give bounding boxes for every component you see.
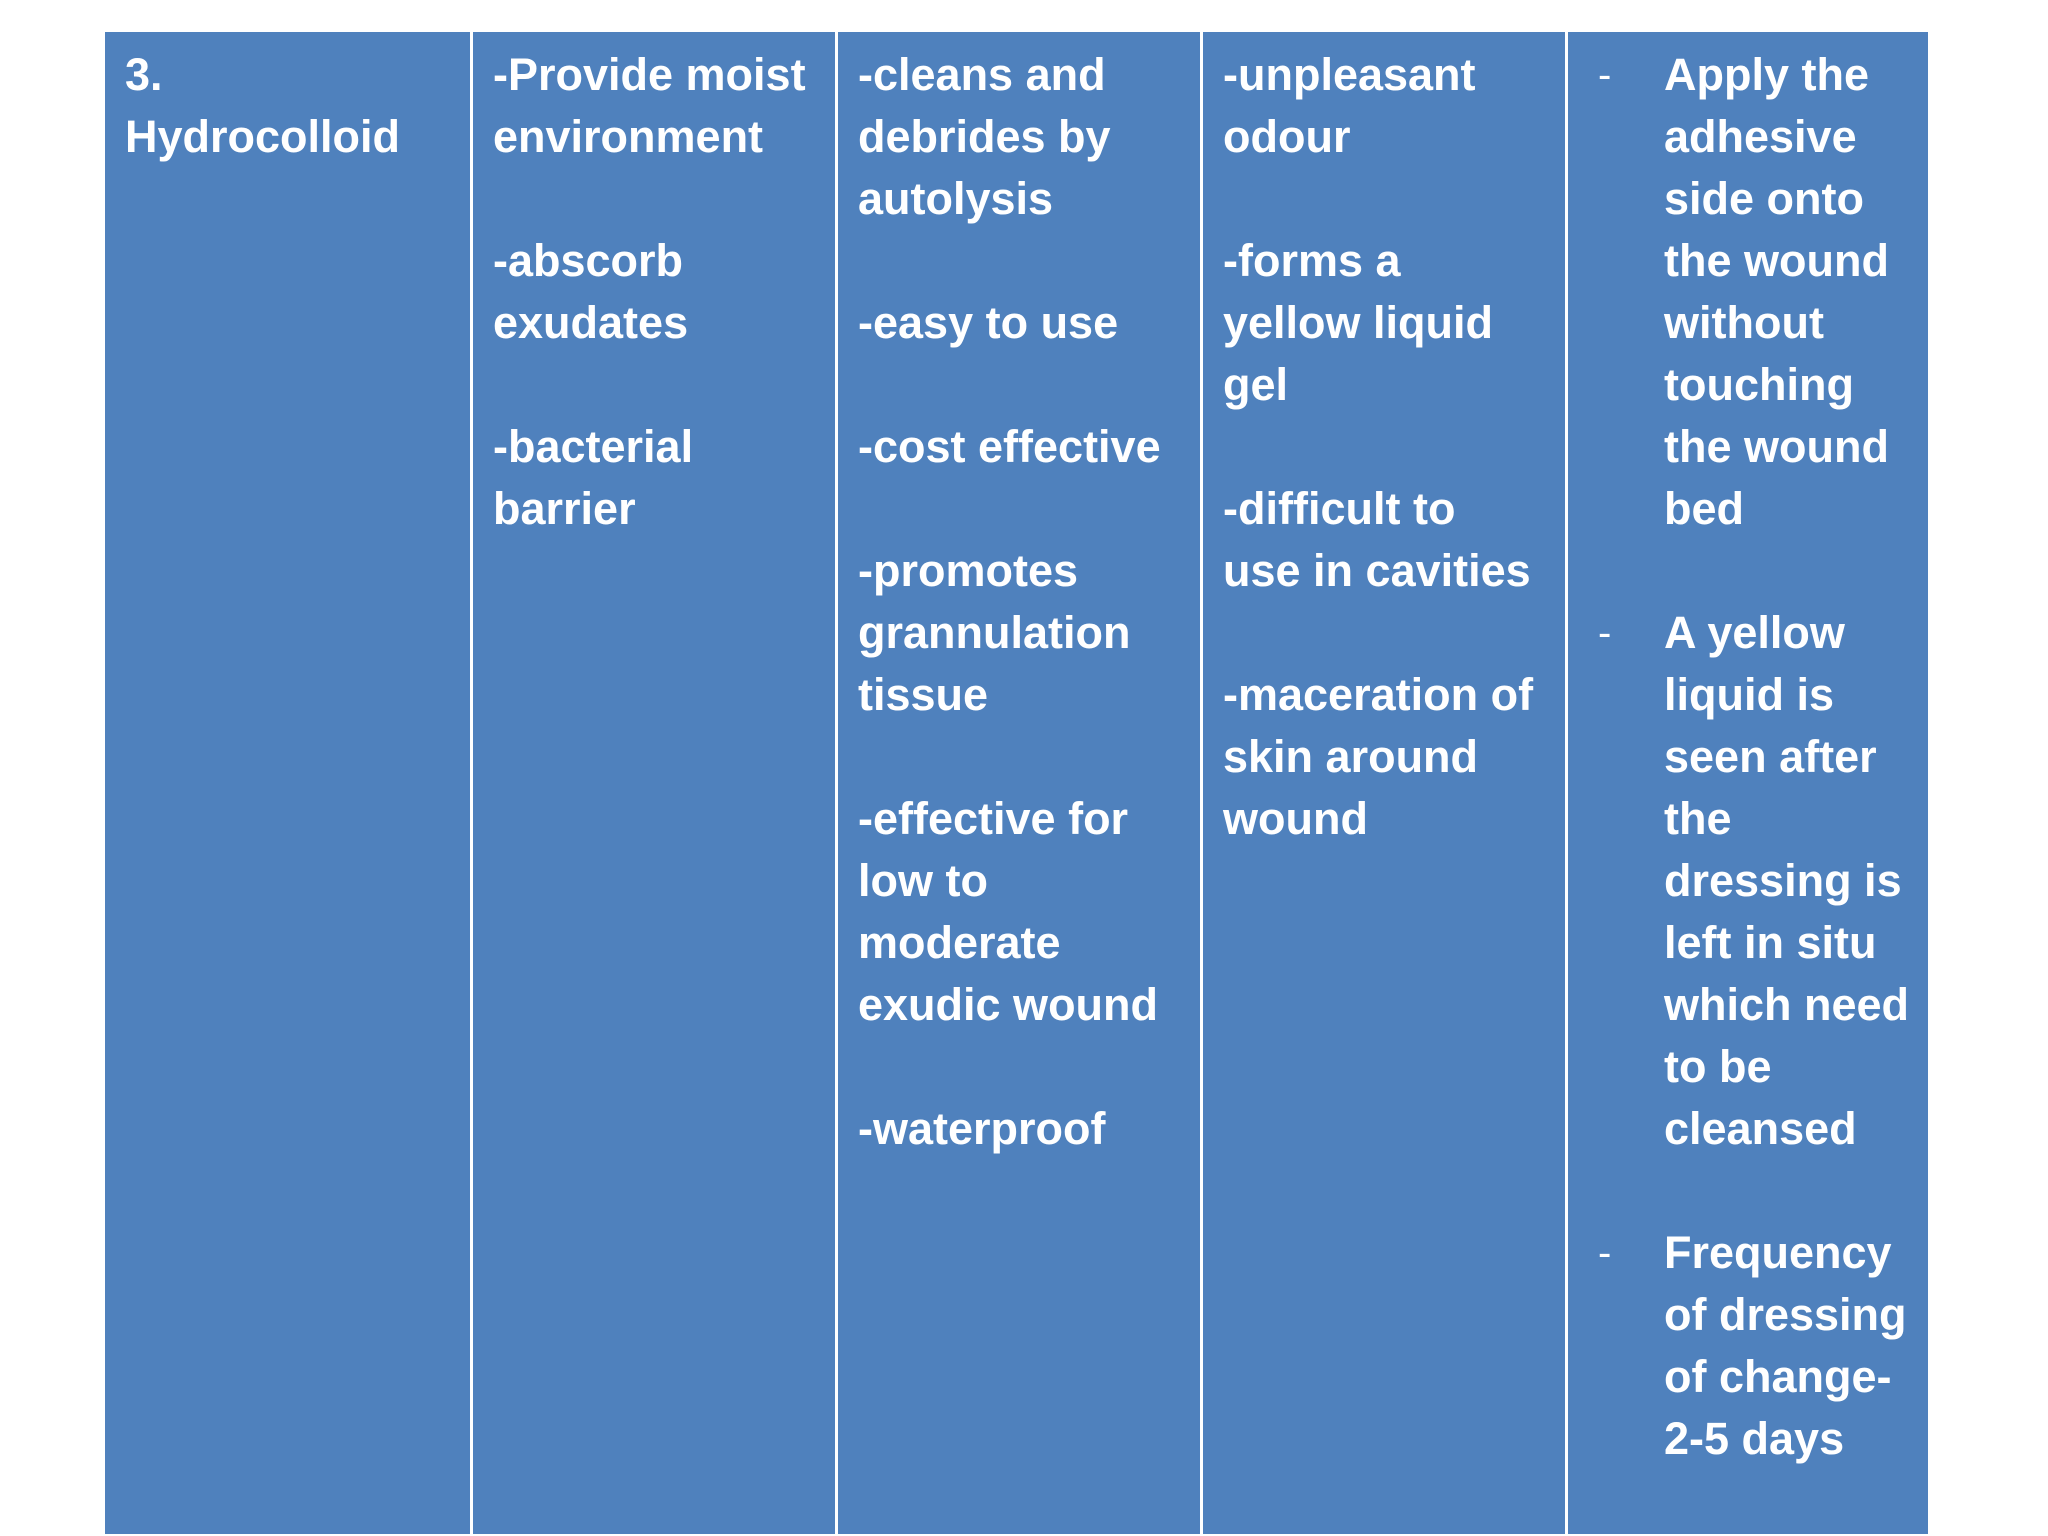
advantage-item: -promotes grannulation tissue — [858, 545, 1131, 720]
purpose-item: -abscorb exudates — [493, 235, 689, 348]
dash-bullet-icon: - — [1598, 1231, 1612, 1275]
disadvantage-item: -forms a yellow liquid gel — [1223, 235, 1494, 410]
advantage-item: -cleans and debrides by autolysis — [858, 49, 1111, 224]
application-note — [1588, 602, 1918, 1160]
dash-bullet-icon: - — [1598, 611, 1612, 655]
purpose-cell — [470, 32, 835, 1534]
application-note-text: A yellow liquid is seen after the dressing is left in situ which need to be cleansed — [1664, 607, 1910, 1154]
purpose-item: -Provide moist environment — [493, 49, 806, 162]
disadvantage-item: -difficult to use in cavities — [1223, 483, 1531, 596]
dressing-type-cell — [105, 32, 470, 1534]
application-note-text: Apply the adhesive side onto the wound without touching the wound bed — [1664, 49, 1889, 534]
dressing-table — [105, 32, 1928, 1534]
advantage-item: -effective for low to moderate exudic wound — [858, 793, 1159, 1030]
disadvantages-cell — [1200, 32, 1565, 1534]
application-note — [1588, 1222, 1918, 1470]
advantage-item: -cost effective — [858, 421, 1161, 472]
advantage-item: -easy to use — [858, 297, 1119, 348]
advantage-item: -waterproof — [858, 1103, 1106, 1154]
advantages-cell — [835, 32, 1200, 1534]
dressing-type-title: 3. Hydrocolloid — [125, 49, 401, 162]
disadvantage-item: -unpleasant odour — [1223, 49, 1476, 162]
dash-bullet-icon: - — [1598, 53, 1612, 97]
application-notes-cell — [1565, 32, 1928, 1534]
purpose-item: -bacterial barrier — [493, 421, 694, 534]
application-note-text: Frequency of dressing of change- 2-5 days — [1664, 1227, 1907, 1464]
application-note — [1588, 44, 1918, 540]
disadvantage-item: -maceration of skin around wound — [1223, 669, 1534, 844]
